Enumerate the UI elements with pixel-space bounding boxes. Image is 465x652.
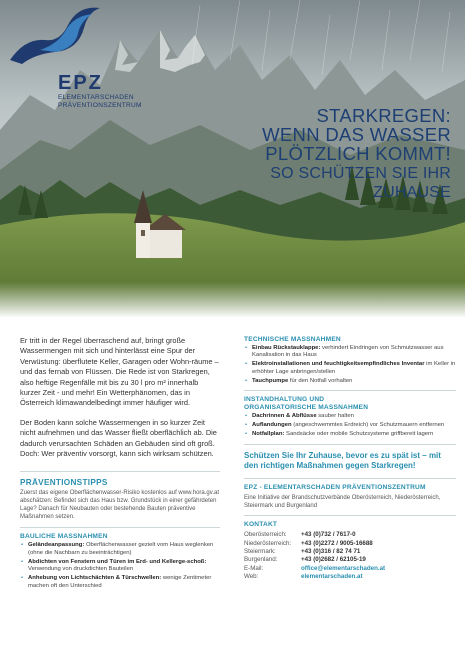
contact-row: Burgenland: +43 (0)2682 / 62105-19 xyxy=(244,556,366,564)
phone-niederoesterreich[interactable]: +43 (0)2272 / 9005-16688 xyxy=(301,539,373,547)
list-item: • Einbau Rückstauklappe: verhindert Eindringen von Schmutzwasser aus Kanalisation in das Haus xyxy=(244,345,456,360)
email-link[interactable]: office@elementarschaden.at xyxy=(301,564,386,572)
building-measures-title: BAULICHE MASSNAHMEN xyxy=(20,533,108,541)
phone-steiermark[interactable]: +43 (0)316 / 82 74 71 xyxy=(301,548,361,556)
list-item: • Elektroinstallationen und feuchtigkeitsempfindliches Inventar im Keller in erhöhter Lage anbringen/stellen xyxy=(244,361,456,376)
list-item: • Auflandungen (angeschwemmtes Erdreich) vor Schutzmauern entfernen xyxy=(244,422,456,429)
contact-row: E-Mail: office@elementarschaden.at xyxy=(244,564,386,572)
technical-measures-list xyxy=(244,345,456,385)
headline-line3: PLÖTZLICH KOMMT! xyxy=(265,143,451,164)
tips-title: PRÄVENTIONSTIPPS xyxy=(20,478,108,488)
list-item: • Geländeanpassung: Oberflächenwasser gezielt vom Haus weglenken (ohne die Nachbarn zu beeinträchtigen) xyxy=(20,542,220,557)
divider xyxy=(244,478,456,479)
maintenance-title-line2: ORGANISATORISCHE MASSNAHMEN xyxy=(244,404,369,412)
technical-measures-title: TECHNISCHE MASSNAHMEN xyxy=(244,336,341,343)
contact-title: KONTAKT xyxy=(244,521,278,529)
epz-wave-logo-icon xyxy=(0,0,120,80)
contact-row: Niederösterreich: +43 (0)2272 / 9005-16688 xyxy=(244,539,373,547)
tips-text: Zuerst das eigene Oberflächenwasser-Risiko kostenlos auf www.hora.gv.at abschätzen: Befindet sich das Haus bzw. Grundstück in einer gefährdeten Lage? Danach für Neubauten oder bestehende Bauten präventive Maßnahmen setzen. xyxy=(20,490,219,521)
maintenance-title xyxy=(244,396,456,412)
divider xyxy=(244,390,456,391)
brand-subtitle xyxy=(58,94,168,110)
headline xyxy=(191,106,451,202)
contact-row: Web: elementarschaden.at xyxy=(244,572,363,580)
divider xyxy=(20,471,220,472)
headline-line4: SO SCHÜTZEN SIE IHR ZUHAUSE xyxy=(270,165,451,201)
intro-paragraph-1: Er tritt in der Regel überraschend auf, bringt große Wassermengen mit sich und hinterlässt eine Spur der Verwüstung: überflutete Keller, Garagen oder Wohn-räume – und das fernab von Flüssen. Die Rede ist von Starkregen, also heftige Regenfälle mit bis zu 30 l pro m² innerhalb kurzer Zeit - und mehr! Ein Wetterphänomen, das in Österreich klimawandelbedingt immer häufiger wird. xyxy=(20,336,219,408)
phone-burgenland[interactable]: +43 (0)2682 / 62105-19 xyxy=(301,556,366,564)
headline-line2: WENN DAS WASSER xyxy=(262,124,451,145)
contact-row: Steiermark: +43 (0)316 / 82 74 71 xyxy=(244,548,361,556)
list-item: • Tauchpumpe für den Notfall vorhalten xyxy=(244,378,456,385)
right-column xyxy=(244,336,456,581)
brand-name: EPZ xyxy=(58,72,103,94)
contact-row: Oberösterreich: +43 (0)732 / 7617-0 xyxy=(244,531,356,539)
about-title: EPZ - ELEMENTARSCHADEN PRÄVENTIONSZENTRUM xyxy=(244,484,426,492)
maintenance-title-line1: INSTANDHALTUNG UND xyxy=(244,396,325,404)
divider xyxy=(244,515,456,516)
list-item: • Notfallplan: Sandsäcke oder mobile Schutzsysteme griffbereit lagern xyxy=(244,431,456,438)
web-link[interactable]: elementarschaden.at xyxy=(301,572,363,580)
list-item: • Anhebung von Lichtschächten & Türschwellen: wenige Zentimeter machen oft den Unterschied xyxy=(20,575,220,590)
maintenance-list xyxy=(244,413,456,438)
list-item: • Abdichten von Fenstern und Türen im Erd- und Kellerge-schoß: Verwendung von druckdichten Bauteilen xyxy=(20,559,220,574)
divider xyxy=(20,527,220,528)
intro-paragraph-2: Der Boden kann solche Wassermengen in so kurzer Zeit nicht aufnehmen und das Wasser fließt oberflächlich ab. Die dadurch verursachten Schäden an Gebäuden sind oft groß. Doch: Wer präventiv vorsorgt, kann sich wirksam schützen. xyxy=(20,417,217,459)
left-column xyxy=(20,336,220,592)
about-text: Eine Initiative der Brandschutzverbände Oberösterreich, Niederösterreich, Steiermark und Burgenland xyxy=(244,495,441,510)
building-measures-list xyxy=(20,542,220,590)
list-item: • Dachrinnen & Abflüsse sauber halten xyxy=(244,413,456,420)
divider xyxy=(244,444,456,445)
call-to-action: Schützen Sie Ihr Zuhause, bevor es zu spät ist – mit den richtigen Maßnahmen gegen Starkregen! xyxy=(244,450,441,471)
hero-image xyxy=(0,0,465,318)
headline-line1: STARKREGEN: xyxy=(316,105,451,126)
phone-oberoesterreich[interactable]: +43 (0)732 / 7617-0 xyxy=(301,531,356,539)
brand-subtitle-line1: ELEMENTARSCHADEN xyxy=(58,94,134,101)
contact-list xyxy=(244,531,456,581)
brand-subtitle-line2: PRÄVENTIONSZENTRUM xyxy=(58,102,142,109)
